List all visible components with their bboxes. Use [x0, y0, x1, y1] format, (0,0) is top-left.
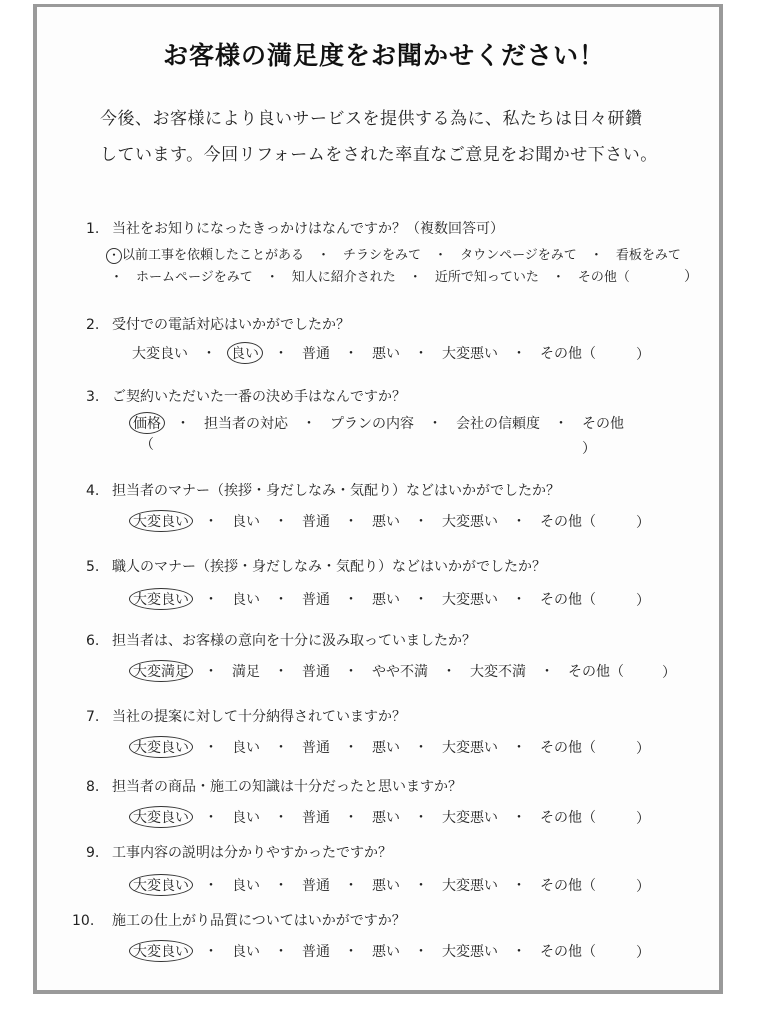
intro-line-2: しています。今回リフォームをされた率直なご意見をお聞かせ下さい。 [100, 145, 658, 165]
option-separator: ・ [162, 416, 204, 432]
open-paren: （ [140, 437, 154, 453]
answer-option[interactable]: 良い [232, 878, 260, 894]
answer-option[interactable]: 良い [232, 810, 260, 826]
options-row [106, 244, 681, 264]
answer-option-selected[interactable]: 良い [227, 342, 263, 364]
answer-option[interactable]: 良い [232, 592, 260, 608]
question-text: 担当者は、お客様の意向を十分に汲み取っていましたか？ [112, 633, 476, 649]
options-row [132, 736, 596, 758]
answer-option[interactable]: 悪い [372, 944, 400, 960]
question-number: 4. [86, 483, 100, 499]
answer-option[interactable]: 悪い [372, 592, 400, 608]
option-separator: ・ [421, 248, 461, 263]
answer-option[interactable]: その他（ [540, 740, 596, 756]
option-separator: ・ [498, 514, 540, 530]
question-text: 当社の提案に対して十分納得されていますか？ [112, 709, 406, 725]
option-separator: ・ [330, 944, 372, 960]
option-separator: ・ [252, 270, 292, 285]
answer-option[interactable]: 担当者の対応 [204, 416, 288, 432]
options-row [132, 806, 596, 828]
options-row [110, 266, 630, 285]
question-text: 担当者のマナー（挨拶・身だしなみ・気配り）などはいかがでしたか？ [112, 483, 560, 499]
question-4 [86, 480, 560, 500]
close-paren: ） [636, 515, 650, 531]
answer-option-selected[interactable]: 大変良い [129, 510, 193, 532]
option-separator: ・ [190, 944, 232, 960]
option-separator: ・ [260, 944, 302, 960]
question-text: 工事内容の説明は分かりやすかったですか？ [112, 845, 392, 861]
answer-option-selected[interactable]: 大変満足 [129, 660, 193, 682]
question-number: 1. [86, 221, 100, 237]
option-separator: ・ [400, 944, 442, 960]
option-separator: ・ [330, 740, 372, 756]
option-separator: ・ [330, 878, 372, 894]
option-separator: ・ [498, 592, 540, 608]
question-7 [86, 706, 406, 726]
option-separator: ・ [288, 416, 330, 432]
option-separator: ・ [190, 810, 232, 826]
answer-option[interactable]: その他（ [540, 878, 596, 894]
answer-option[interactable]: 大変不満 [470, 664, 526, 680]
answer-option[interactable]: 大変悪い [442, 810, 498, 826]
answer-option[interactable]: 大変悪い [442, 878, 498, 894]
option-separator: ・ [190, 592, 232, 608]
question-number: 8. [86, 779, 100, 795]
question-8 [86, 776, 462, 796]
option-separator: ・ [190, 514, 232, 530]
options-row [132, 660, 624, 682]
question-text: 施工の仕上がり品質についてはいかがですか？ [112, 913, 406, 929]
options-row [132, 412, 624, 434]
answer-option[interactable]: その他（ [540, 346, 596, 362]
close-paren: ） [636, 347, 650, 363]
options-row [132, 342, 596, 364]
option-separator: ・ [330, 346, 372, 362]
question-text: 職人のマナー（挨拶・身だしなみ・気配り）などはいかがでしたか？ [112, 559, 546, 575]
answer-option[interactable]: 会社の信頼度 [456, 416, 540, 432]
answer-option[interactable]: 知人に紹介された [291, 270, 396, 285]
question-3 [86, 386, 406, 406]
answer-option[interactable]: 普通 [302, 944, 330, 960]
close-paren: ） [636, 945, 650, 961]
option-separator: ・ [400, 740, 442, 756]
option-separator: ・ [190, 740, 232, 756]
answer-option[interactable]: 満足 [232, 664, 260, 680]
close-paren: ） [662, 665, 676, 681]
question-1 [86, 218, 504, 238]
answer-option-selected[interactable]: 大変良い [129, 588, 193, 610]
answer-option[interactable]: 普通 [302, 878, 330, 894]
option-separator: ・ [260, 592, 302, 608]
option-separator: ・ [260, 878, 302, 894]
option-separator: ・ [538, 270, 578, 285]
answer-option[interactable]: 大変悪い [442, 740, 498, 756]
question-5 [86, 556, 546, 576]
answer-option[interactable]: 近所で知っていた [434, 270, 539, 285]
answer-option[interactable]: チラシをみて [343, 248, 422, 263]
question-number: 10. [72, 913, 95, 929]
question-text: 受付での電話対応はいかがでしたか？ [112, 317, 350, 333]
question-number: 2. [86, 317, 100, 333]
question-number: 7. [86, 709, 100, 725]
answer-option[interactable]: 大変悪い [442, 514, 498, 530]
question-10 [72, 910, 406, 930]
answer-option[interactable]: 看板をみて [615, 248, 681, 263]
option-separator: ・ [400, 592, 442, 608]
answer-option[interactable]: その他（ [577, 270, 630, 285]
answer-option[interactable]: その他（ [540, 810, 596, 826]
answer-option[interactable]: 良い [232, 514, 260, 530]
answer-option[interactable]: プランの内容 [330, 416, 414, 432]
answer-option[interactable]: 普通 [302, 346, 330, 362]
answer-option[interactable]: 以前工事を依頼したことがある [122, 248, 305, 263]
intro-line-1: 今後、お客様により良いサービスを提供する為に、私たちは日々研鑽 [100, 109, 643, 129]
option-separator: ・ [260, 740, 302, 756]
answer-option[interactable]: 大変悪い [442, 346, 498, 362]
question-number: 5. [86, 559, 100, 575]
form-title: お客様の満足度をお聞かせください！ [162, 41, 605, 70]
close-paren: ） [636, 879, 650, 895]
option-separator: ・ [330, 592, 372, 608]
option-separator: ・ [414, 416, 456, 432]
option-separator: ・ [498, 878, 540, 894]
option-separator: ・ [260, 346, 302, 362]
answer-option[interactable]: その他（ [568, 664, 624, 680]
answer-option[interactable]: 大変悪い [442, 944, 498, 960]
option-separator: ・ [330, 664, 372, 680]
question-number: 6. [86, 633, 100, 649]
answer-option[interactable]: 普通 [302, 514, 330, 530]
answer-option[interactable]: 大変良い [132, 346, 188, 362]
option-separator: ・ [498, 346, 540, 362]
question-9 [86, 842, 392, 862]
answer-option[interactable]: 普通 [302, 740, 330, 756]
answer-option[interactable]: その他 [582, 416, 624, 432]
option-separator: ・ [304, 248, 344, 263]
answer-option[interactable]: 悪い [372, 346, 400, 362]
option-separator: ・ [330, 514, 372, 530]
option-separator: ・ [400, 810, 442, 826]
option-separator: ・ [190, 664, 232, 680]
close-paren: ） [636, 811, 650, 827]
option-separator: ・ [498, 740, 540, 756]
answer-option[interactable]: やや不満 [372, 664, 428, 680]
option-separator: ・ [576, 248, 616, 263]
option-separator: ・ [395, 270, 435, 285]
close-paren: ） [636, 593, 650, 609]
option-separator: ・ [400, 514, 442, 530]
options-row [132, 588, 596, 610]
option-separator: ・ [498, 944, 540, 960]
options-row [132, 510, 596, 532]
option-separator: ・ [260, 664, 302, 680]
close-paren: ） [582, 441, 596, 457]
answer-option[interactable]: 悪い [372, 810, 400, 826]
option-separator: ・ [540, 416, 582, 432]
options-row [132, 874, 596, 896]
question-6 [86, 630, 476, 650]
answer-option[interactable]: その他（ [540, 514, 596, 530]
answer-option[interactable]: 良い [232, 944, 260, 960]
question-text: ご契約いただいた一番の決め手はなんですか？ [112, 389, 406, 405]
answer-option-selected[interactable]: 大変良い [129, 736, 193, 758]
answer-option[interactable]: 悪い [372, 878, 400, 894]
answer-option[interactable]: 悪い [372, 740, 400, 756]
question-text: 当社をお知りになったきっかけはなんですか？（複数回答可） [112, 221, 504, 237]
option-separator: ・ [400, 878, 442, 894]
answer-option-selected[interactable]: 大変良い [129, 806, 193, 828]
close-paren: ） [636, 741, 650, 757]
option-separator: ・ [260, 810, 302, 826]
option-separator: ・ [330, 810, 372, 826]
question-number: 3. [86, 389, 100, 405]
options-row [132, 940, 596, 962]
option-separator: ・ [110, 270, 137, 285]
answer-option[interactable]: その他（ [540, 592, 596, 608]
answer-option[interactable]: 普通 [302, 592, 330, 608]
option-separator: ・ [190, 878, 232, 894]
close-paren: ） [684, 269, 698, 285]
answer-option[interactable]: ホームページをみて [136, 270, 253, 285]
answer-option[interactable]: その他（ [540, 944, 596, 960]
answer-option-selected[interactable]: 大変良い [129, 874, 193, 896]
selected-mark: ・ [107, 248, 120, 262]
option-separator: ・ [526, 664, 568, 680]
answer-option[interactable]: タウンページをみて [460, 248, 577, 263]
option-separator: ・ [400, 346, 442, 362]
question-text: 担当者の商品・施工の知識は十分だったと思いますか？ [112, 779, 462, 795]
answer-option-selected[interactable]: 大変良い [129, 940, 193, 962]
question-number: 9. [86, 845, 100, 861]
option-separator: ・ [260, 514, 302, 530]
option-separator: ・ [188, 346, 230, 362]
answer-option[interactable]: 普通 [302, 810, 330, 826]
answer-option[interactable]: 大変悪い [442, 592, 498, 608]
answer-option[interactable]: 悪い [372, 514, 400, 530]
option-separator: ・ [498, 810, 540, 826]
question-2 [86, 314, 350, 334]
option-separator: ・ [428, 664, 470, 680]
answer-option[interactable]: 良い [232, 740, 260, 756]
answer-option-selected[interactable]: 価格 [129, 412, 165, 434]
answer-option[interactable]: 普通 [302, 664, 330, 680]
